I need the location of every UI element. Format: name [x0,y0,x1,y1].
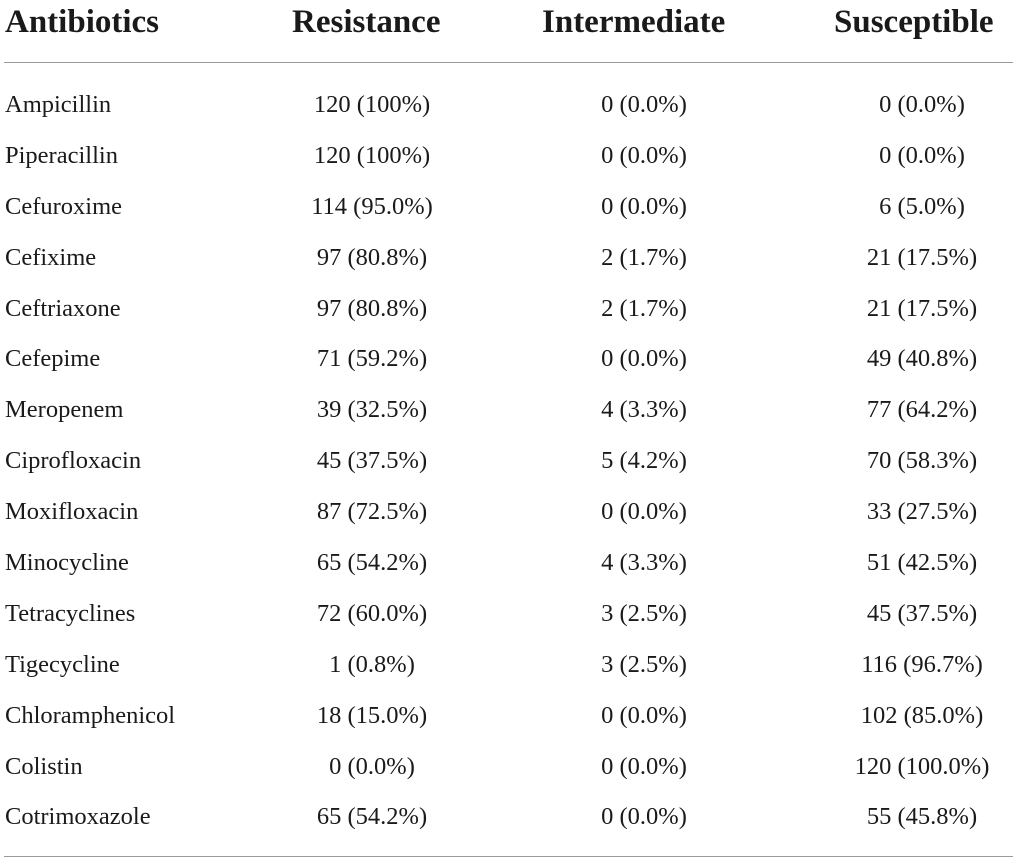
table-row [0,334,1017,385]
table-header-row [0,0,1017,44]
susceptible-cell-value: 116 (96.7%) [861,650,983,678]
antibiotic-name-cell: Ciprofloxacin [5,447,142,475]
table-row [0,538,1017,589]
susceptible-cell-value: 77 (64.2%) [866,396,978,424]
antibiotic-name-cell: Ampicillin [5,91,112,118]
susceptible-cell-value: 45 (37.5%) [866,599,978,627]
intermediate-cell-value: 3 (2.5%) [601,599,687,627]
resistance-cell-value: 0 (0.0%) [329,752,415,780]
resistance-cell-value: 18 (15.0%) [316,701,428,729]
resistance-cell-value: 45 (37.5%) [316,447,428,475]
intermediate-cell-value: 4 (3.3%) [601,549,687,577]
table-row [0,436,1017,487]
antibiotic-name-cell: Ceftriaxone [5,294,121,322]
susceptible-cell-value: 21 (17.5%) [866,243,978,271]
intermediate-cell-value: 4 (3.3%) [601,396,687,424]
susceptible-cell-value: 33 (27.5%) [866,498,978,526]
table-row [0,80,1017,131]
resistance-cell-value: 97 (80.8%) [316,243,428,271]
header-antibiotics: Antibiotics [5,4,160,40]
antibiotic-name-cell: Piperacillin [5,141,118,169]
table-row [0,742,1017,793]
susceptible-cell-value: 102 (85.0%) [860,701,984,729]
intermediate-cell-value: 0 (0.0%) [601,752,687,780]
table-row [0,792,1017,843]
susceptible-cell-value: 0 (0.0%) [879,141,965,169]
antibiotic-name-cell: Meropenem [5,396,124,424]
susceptible-cell-value: 6 (5.0%) [879,192,965,220]
header-resistance: Resistance [292,4,441,40]
intermediate-cell-value: 2 (1.7%) [601,243,687,271]
antibiotic-name-cell: Tetracyclines [5,599,136,627]
antibiotic-name-cell: Cefuroxime [5,192,123,220]
table-row [0,589,1017,640]
resistance-cell-value: 120 (100%) [313,141,431,169]
intermediate-cell-value: 0 (0.0%) [601,803,687,831]
header-divider [4,62,1013,63]
table-row [0,385,1017,436]
susceptible-cell-value: 0 (0.0%) [879,91,965,118]
resistance-cell-value: 65 (54.2%) [316,549,428,577]
resistance-cell-value: 71 (59.2%) [316,345,428,373]
intermediate-cell-value: 0 (0.0%) [601,701,687,729]
resistance-cell-value: 1 (0.8%) [329,650,415,678]
antibiotic-name-cell: Cefepime [5,345,101,373]
table-row [0,131,1017,182]
susceptible-cell-value: 70 (58.3%) [866,447,978,475]
susceptible-cell-value: 49 (40.8%) [866,345,978,373]
susceptible-cell-value: 55 (45.8%) [866,803,978,831]
resistance-cell-value: 97 (80.8%) [316,294,428,322]
table-row [0,640,1017,691]
table-row [0,182,1017,233]
table-row [0,284,1017,335]
susceptible-cell-value: 21 (17.5%) [866,294,978,322]
intermediate-cell-value: 5 (4.2%) [601,447,687,475]
antibiotic-name-cell: Colistin [5,752,83,780]
table-bottom-rule [4,856,1013,857]
resistance-cell-value: 114 (95.0%) [311,192,433,220]
antibiotic-name-cell: Tigecycline [5,650,120,678]
intermediate-cell-value: 0 (0.0%) [601,91,687,118]
intermediate-cell-value: 0 (0.0%) [601,192,687,220]
resistance-cell-value: 65 (54.2%) [316,803,428,831]
antibiotic-name-cell: Cotrimoxazole [5,803,151,831]
susceptible-cell-value: 120 (100.0%) [854,752,990,780]
table-row [0,233,1017,284]
antibiotic-name-cell: Cefixime [5,243,97,271]
resistance-cell-value: 120 (100%) [313,91,431,118]
intermediate-cell-value: 3 (2.5%) [601,650,687,678]
intermediate-cell-value: 0 (0.0%) [601,498,687,526]
antibiotic-name-cell: Moxifloxacin [5,498,139,526]
intermediate-cell-value: 0 (0.0%) [601,345,687,373]
resistance-cell-value: 72 (60.0%) [316,599,428,627]
table-row [0,691,1017,742]
header-susceptible: Susceptible [834,4,994,40]
intermediate-cell-value: 0 (0.0%) [601,141,687,169]
antibiotic-name-cell: Minocycline [5,549,129,577]
intermediate-cell-value: 2 (1.7%) [601,294,687,322]
resistance-cell-value: 87 (72.5%) [316,498,428,526]
table-body [0,80,1017,843]
antibiotic-name-cell: Chloramphenicol [5,701,176,729]
header-intermediate: Intermediate [542,4,726,40]
table-row [0,487,1017,538]
susceptible-cell-value: 51 (42.5%) [866,549,978,577]
resistance-cell-value: 39 (32.5%) [316,396,428,424]
